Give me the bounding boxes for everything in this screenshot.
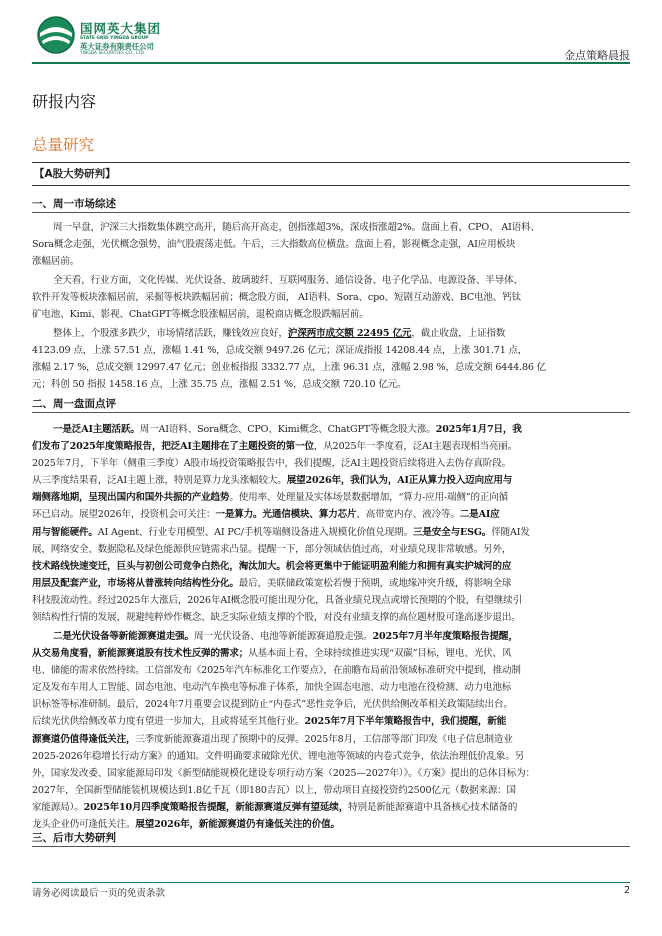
text-line [32, 438, 630, 455]
text-run: 从三季度结果看，泛AI主题上涨，特别是算力龙头涨幅较大。 [32, 475, 287, 487]
text-run: 用与智能硬件。 [32, 526, 98, 538]
text-line: 科技股流动性。经过2025年大涨后，2026年AI概念股可能出现分化，具备业绩兑现点或增长预期的个股，有望继续引 [32, 594, 523, 606]
text-line [32, 628, 630, 645]
text-line [32, 421, 630, 438]
text-run: 展望2026年，我们认为，AI正从算力投入迈向应用与 [286, 475, 513, 487]
text-run: 三季度新能源赛道出现了预期中的反弹。2025年8月，工信部等部门印发《电子信息制造业 [135, 733, 513, 745]
text-run: 整体上，个股涨多跌少，市场情绪活跃，赚钱效应良好， [53, 328, 288, 339]
box-title-bar [32, 162, 630, 186]
text-line: 元；科创 50 指报 1458.16 点，上涨 35.75 点，涨幅 2.51 %，总成交额 720.10 亿元。 [32, 379, 407, 391]
text-line [32, 524, 630, 541]
text-line [32, 472, 630, 489]
text-run: 们发布了2025年度策略报告，把泛AI主题排在了主题投资的第一位 [32, 441, 314, 453]
text-line [32, 799, 630, 816]
heading-outlook: 三、后市大势研判 [32, 832, 116, 844]
text-run: 从交易角度看，新能源赛道股有技术性反弹的需求； [32, 648, 249, 660]
text-line: 周一早盘，沪深三大指数集体跳空高开，随后高开高走，创指涨超3%，深成指涨超2%。盘面上看，CPO、 AI语料、 [53, 222, 540, 233]
text-run: 二是AI应 [459, 509, 500, 521]
text-line: 2027年，全国新型储能装机规模达到1.8亿千瓦（即180吉瓦）以上，带动项目直接投资约2500亿元（数据来源：国 [32, 784, 516, 796]
text-run: 龙头企业仍可逢低关注。 [32, 819, 136, 831]
text-run: 端侧落地期，呈现出国内和国外共振的产业趋势 [32, 492, 230, 504]
company-logo-text [80, 22, 161, 57]
text-run: 特别是新能源赛道中具备核心技术储备的 [348, 801, 518, 813]
paragraph-new-energy [32, 628, 630, 833]
text-run: 从基本面上看，全球持续推进实现“双碳”目标，锂电、光伏、风 [248, 648, 512, 660]
text-line: 技术路线快速变迁，巨头与初创公司竞争白热化，淘汰加大。机会将更集中于能证明盈利能力和拥有真实护城河的应 [32, 560, 512, 572]
text-run: 、高带宽内存、液冷等。 [356, 509, 460, 521]
text-line: 展，网络安全、数据隐私及绿色能源供应链需求凸显。提醒一下，部分领域估值过高，对业绩兑现非常敏感。另外， [32, 543, 512, 555]
text-line: 定及发布车用人工智能、固态电池、电动汽车换电等标准子体系，加快全固态电池、动力电池在役检测、动力电池标 [32, 682, 512, 694]
page-header [0, 0, 662, 62]
text-run: 用层及配套产业，市场将从普涨转向结构性分化。 [32, 577, 239, 589]
text-run: 2025年7月下半年策略报告中，我们提醒，新能 [304, 716, 507, 728]
report-name: 金点策略晨报 [564, 49, 630, 62]
text-line: 矿电池、Kimi、影视、ChatGPT等概念股涨幅居前，退税商店概念股跌幅居前。 [32, 309, 369, 321]
text-run: 。使用率、处理量及实体场景数据增加，“算力-应用-端侧”的正向循 [229, 492, 509, 504]
section-title: 研报内容 [32, 92, 97, 111]
text-run: ，从2025年一季度看，泛AI主题表现相当亮丽。 [313, 441, 518, 453]
text-run: 环已启动。展望2026年，投资机会可关注： [32, 509, 216, 521]
header-divider [32, 62, 630, 64]
text-line: 4123.09 点，上涨 57.51 点，涨幅 1.41 %，总成交额 9497.26 亿元；深证成指报 14208.44 点，上涨 301.71 点， [32, 345, 528, 357]
text-run: 2025年7月半年度策略报告提醒， [372, 631, 518, 642]
sub-title: 总量研究 [32, 136, 95, 154]
paragraph-ai-theme [32, 421, 630, 626]
text-run: 源赛道仍值得逢低关注， [32, 733, 136, 745]
text-line [32, 506, 630, 523]
footer-divider [32, 882, 630, 883]
company-name-en: STATE GRID YINGDA GROUP [80, 36, 149, 41]
text-line [32, 645, 630, 662]
text-line: 识标签等标准研制。最后，2024年7月重要会议提到防止“内卷式”恶性竞争后，光伏供给侧改革相关政策陆续出台。 [32, 699, 513, 711]
text-run: 后续光伏供给侧改革力度有望进一步加大，且或将延至其他行业。 [32, 716, 305, 728]
text-run: 2025年1月7日，我 [435, 424, 522, 435]
heading-underline [32, 212, 630, 213]
text-run: 一是算力。光通信模块、算力芯片 [215, 509, 357, 521]
text-run: 二是光伏设备等新能源赛道走强。 [53, 631, 194, 642]
text-line: 涨幅 2.17 %，总成交额 12997.47 亿元；创业板指报 3332.77 点，上涨 96.31 点，涨幅 2.98 %，总成交额 6444.86 亿 [32, 362, 547, 374]
heading-underline [32, 846, 630, 847]
box-title: 【A股大势研判】 [34, 168, 116, 180]
footer-disclaimer: 请务必阅读最后一页的免责条款 [32, 888, 166, 899]
text-line: 领结构性行情的发展，规避纯粹炒作概念、缺乏实际业绩支撑的个股，对没有业绩支撑的高位题材股可逢高逐步退出。 [32, 612, 521, 624]
text-line [32, 731, 630, 748]
text-line: 全天看，行业方面，文化传媒、光伏设备、玻璃玻纤、互联网服务、通信设备、电子化学品、电源设备、半导体、 [53, 275, 523, 286]
text-line: 涨幅居前。 [32, 256, 79, 268]
text-run: 家能源局）。 [32, 801, 84, 813]
text-line [32, 713, 630, 730]
heading-market-review: 一、周一市场综述 [32, 198, 116, 210]
text-run: 展望2026年，新能源赛道仍有逢低关注的价值。 [135, 819, 340, 831]
paragraph-market-intraday [32, 219, 630, 270]
text-line: 电、储能的需求依然持续。工信部发布《2025年汽车标准化工作要点》，在前瞻布局前沿领域标准研究中提到，推动制 [32, 665, 521, 677]
text-run: ，截止收盘，上证指数 [411, 328, 506, 339]
text-line: 外，国家发改委、国家能源局印发《新型储能规模化建设专项行动方案（2025—2027年）》。《方案》提出的总体目标为： [32, 767, 535, 779]
company-name-cn: 国网英大集团 [80, 21, 162, 36]
text-line: 2025年7月，下半年（侧重三季度）A股市场投资策略报告中，我们提醒，泛AI主题投资后续将进入去伪存真阶段。 [32, 458, 511, 470]
text-line: 软件开发等板块涨幅居前，采掘等板块跌幅居前；概念股方面， AI语料、Sora、cpo、短剧互动游戏、BC电池、钙钛 [32, 292, 522, 304]
subsidiary-name-cn: 英大证券有限责任公司 [80, 42, 154, 51]
text-run: 一是泛AI主题活跃。 [53, 424, 140, 435]
text-run: 三是安全与ESG。 [412, 526, 492, 538]
paragraph-sector-review [32, 272, 630, 323]
company-logo-icon [36, 15, 76, 55]
text-line: Sora概念走强，光伏概念强势，油气股震荡走低。午后，三大指数高位横盘。盘面上看，影视概念走强，AI应用板块 [32, 239, 516, 251]
text-line [32, 575, 630, 592]
heading-underline [32, 412, 630, 413]
subsidiary-name-en: YINGDA SECURITIES CO., LTD. [80, 51, 146, 56]
text-run: 周一AI语料、Sora概念、CPO、Kimi概念、ChatGPT等概念股大涨。 [139, 424, 436, 435]
text-run: 周一光伏设备、电池等新能源赛道股走强。 [193, 631, 373, 642]
text-line [32, 325, 630, 342]
text-run: 伴随AI发 [491, 526, 530, 538]
text-run: 2025年10月四季度策略报告提醒，新能源赛道反弹有望延续， [83, 801, 349, 813]
turnover-highlight: 沪深两市成交额 22495 亿元 [287, 328, 412, 339]
text-line [32, 489, 630, 506]
paragraph-index-summary [32, 325, 630, 393]
text-run: AI Agent、行业专用模型、AI PC/手机等端侧设备进入规模化价值兑现期。 [97, 526, 413, 538]
page-number: 2 [623, 885, 630, 896]
text-line [32, 816, 630, 833]
text-run: 最后，美联储政策宽松若慢于预期，或地缘冲突升级，将影响全球 [238, 577, 512, 589]
text-line: 2025-2026年稳增长行动方案》的通知。文件明确要求破除光伏、锂电池等领域的内卷式竞争，依法治理低价乱象。另 [32, 750, 525, 762]
heading-market-comment: 二、周一盘面点评 [32, 398, 116, 410]
